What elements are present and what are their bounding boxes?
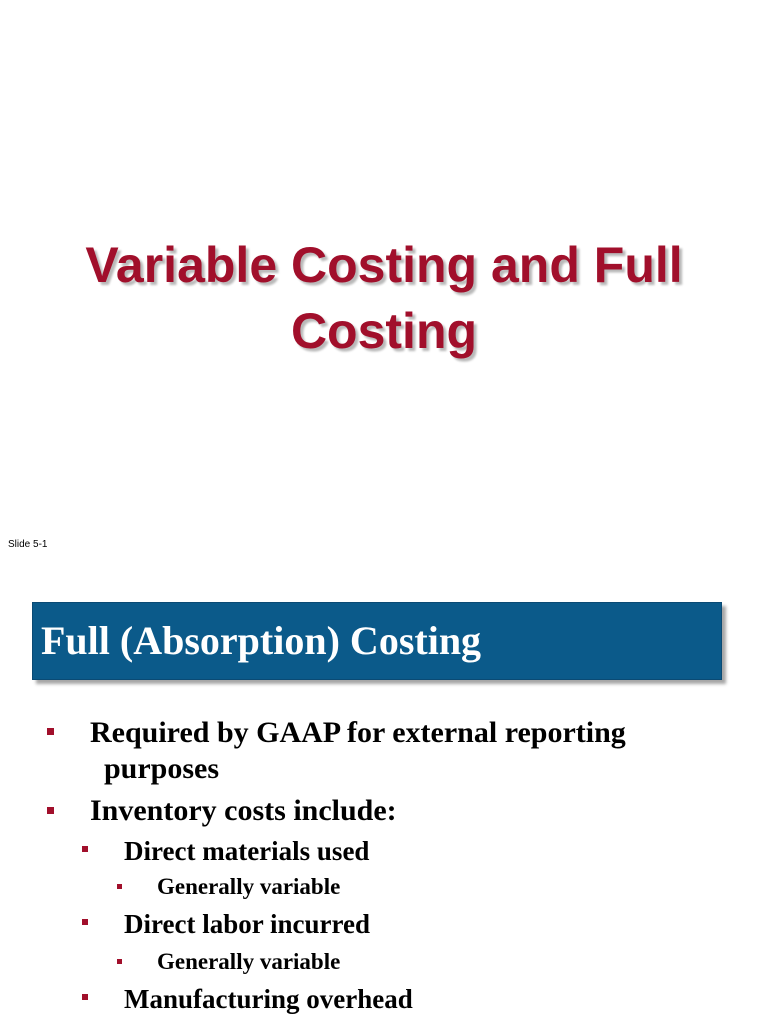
bullet-marker bbox=[117, 959, 122, 964]
bullet-marker bbox=[82, 994, 88, 1000]
slide-title-line-1: Variable Costing and Full bbox=[85, 237, 683, 293]
bullet-marker bbox=[47, 728, 54, 735]
bullet-item: Required by GAAP for external reporting bbox=[90, 716, 626, 749]
bullet-item: Direct materials used bbox=[124, 836, 370, 866]
slide-number: Slide 5-1 bbox=[8, 539, 48, 550]
slide-title-line-2: Costing bbox=[290, 303, 478, 359]
section-header-bar bbox=[32, 602, 722, 680]
bullet-item: Direct labor incurred bbox=[124, 909, 370, 939]
bullet-marker bbox=[82, 846, 88, 852]
bullet-item: Generally variable bbox=[157, 949, 341, 974]
slide-title bbox=[0, 232, 768, 364]
bullet-marker bbox=[82, 919, 88, 925]
bullet-item: Generally variable bbox=[157, 874, 341, 899]
bullet-item-continuation: purposes bbox=[104, 752, 220, 785]
bullet-marker bbox=[117, 884, 122, 889]
bullet-item: Inventory costs include: bbox=[90, 794, 397, 827]
bullet-item: Manufacturing overhead bbox=[124, 984, 413, 1014]
section-header-text: Full (Absorption) Costing bbox=[41, 618, 482, 663]
bullet-marker bbox=[47, 807, 54, 814]
